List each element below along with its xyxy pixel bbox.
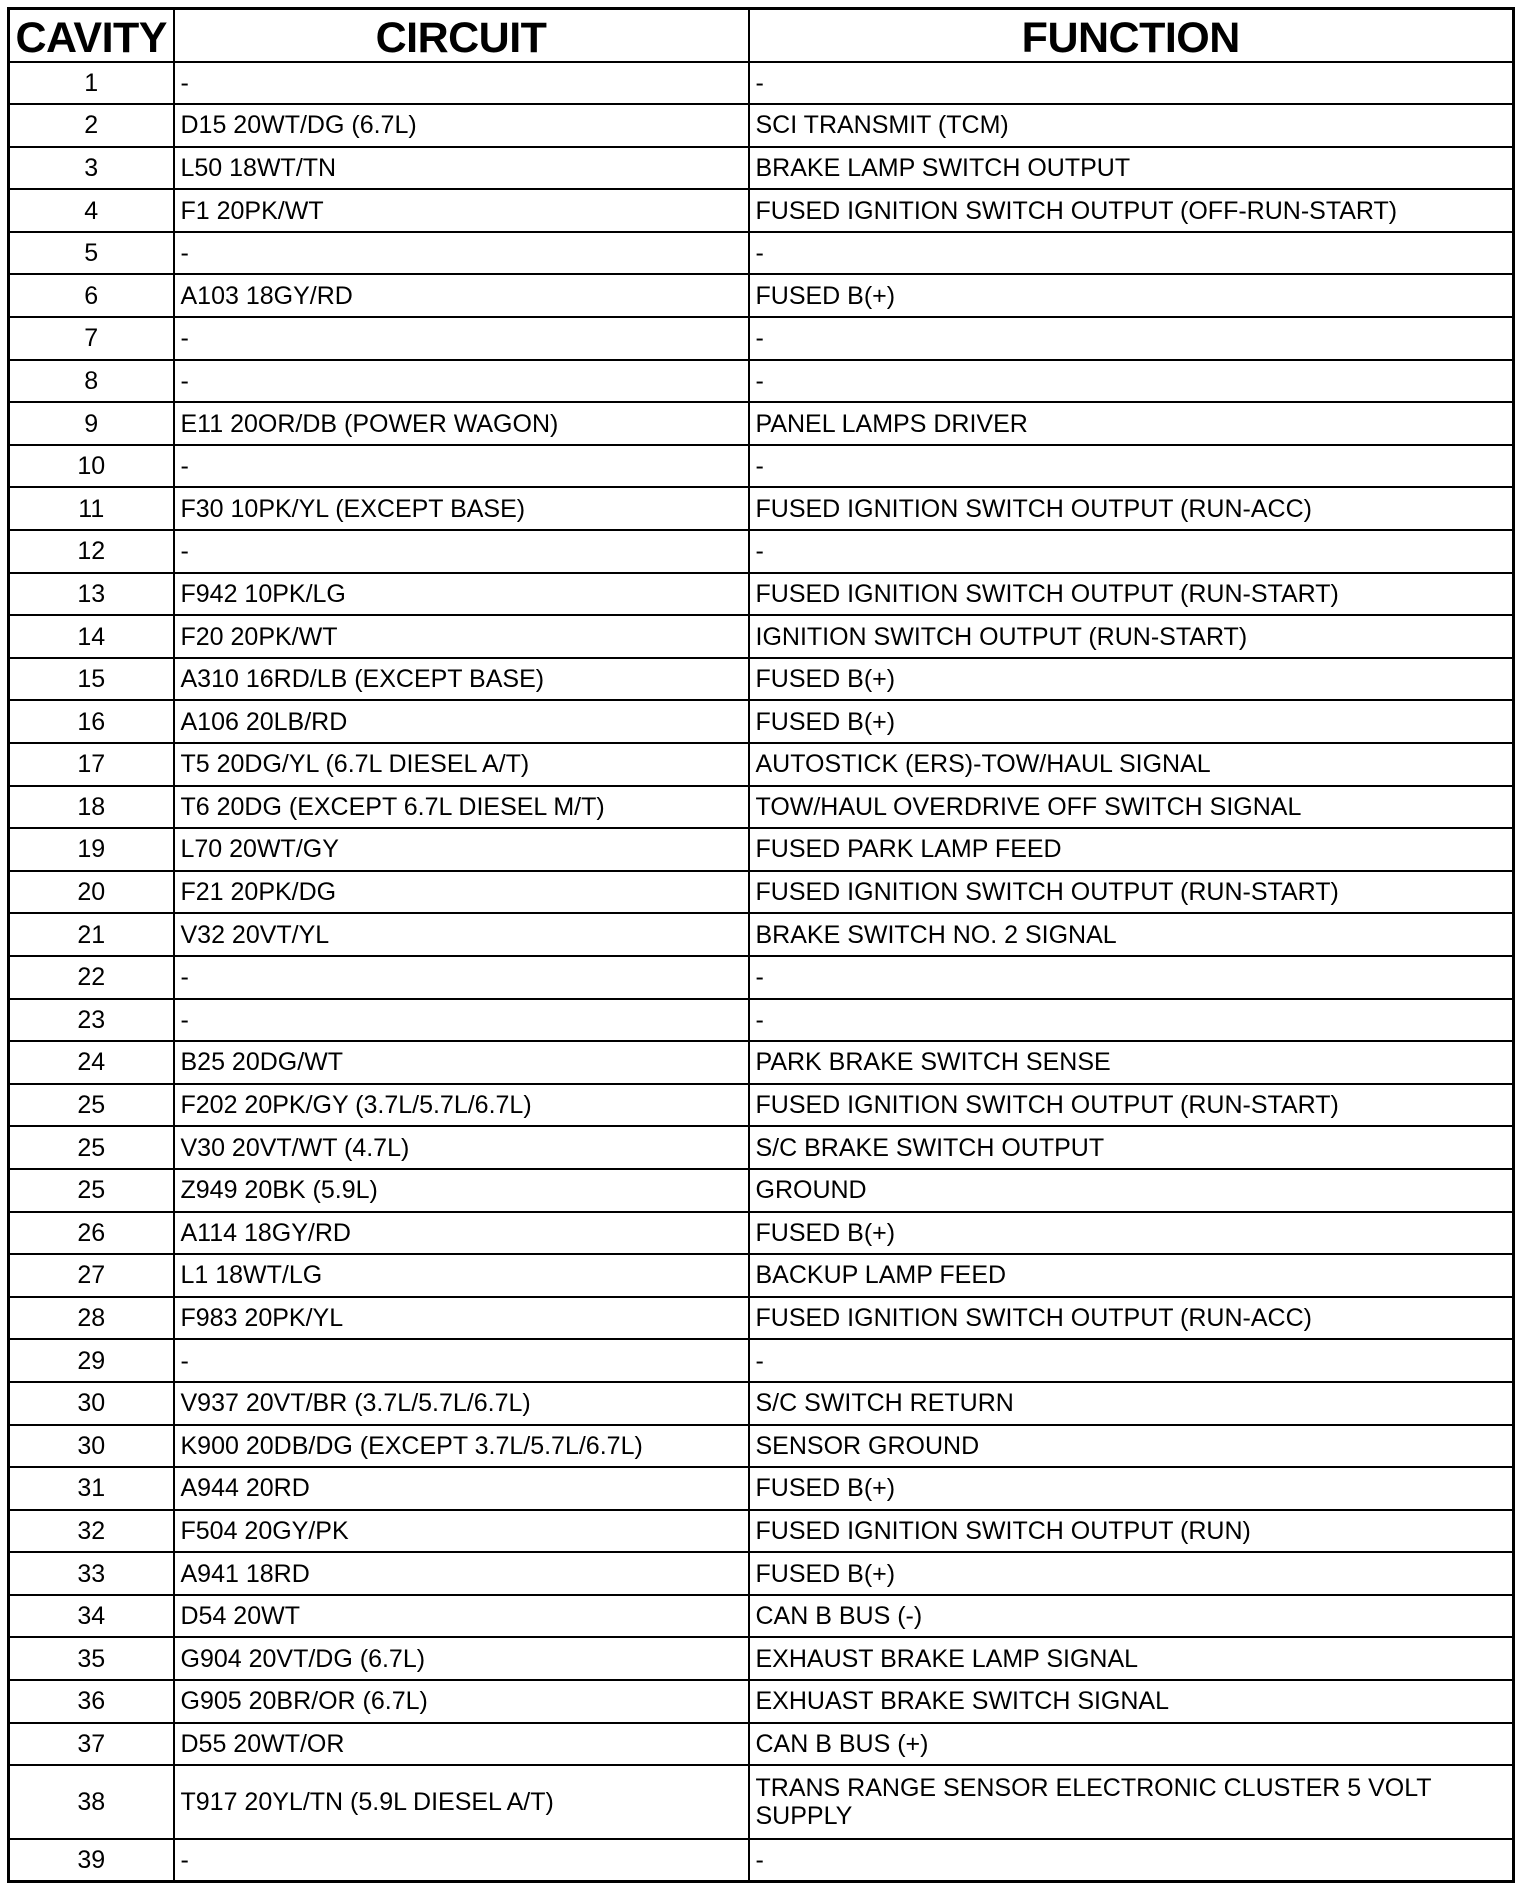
circuit-cell: A310 16RD/LB (EXCEPT BASE) [174, 658, 749, 701]
function-cell: EXHAUST BRAKE LAMP SIGNAL [749, 1637, 1514, 1680]
table-row [9, 317, 1514, 360]
table-row [9, 999, 1514, 1042]
cavity-cell: 18 [9, 786, 174, 829]
function-column-header: FUNCTION [749, 9, 1514, 62]
cavity-cell: 13 [9, 573, 174, 616]
function-cell: FUSED B(+) [749, 1212, 1514, 1255]
cavity-cell: 25 [9, 1169, 174, 1212]
table-row [9, 1254, 1514, 1297]
function-cell: FUSED B(+) [749, 658, 1514, 701]
function-cell: - [749, 360, 1514, 403]
table-row [9, 1510, 1514, 1553]
cavity-cell: 15 [9, 658, 174, 701]
cavity-cell: 38 [9, 1765, 174, 1839]
circuit-cell: - [174, 956, 749, 999]
function-cell: FUSED IGNITION SWITCH OUTPUT (RUN-ACC) [749, 487, 1514, 530]
circuit-cell: - [174, 530, 749, 573]
function-cell: TRANS RANGE SENSOR ELECTRONIC CLUSTER 5 VOLT SUPPLY [749, 1765, 1514, 1839]
circuit-cell: A114 18GY/RD [174, 1212, 749, 1255]
function-cell: BRAKE LAMP SWITCH OUTPUT [749, 147, 1514, 190]
table-row [9, 1680, 1514, 1723]
circuit-cell: A103 18GY/RD [174, 274, 749, 317]
cavity-cell: 17 [9, 743, 174, 786]
function-cell: GROUND [749, 1169, 1514, 1212]
circuit-cell: - [174, 999, 749, 1042]
function-cell: TOW/HAUL OVERDRIVE OFF SWITCH SIGNAL [749, 786, 1514, 829]
circuit-cell: T917 20YL/TN (5.9L DIESEL A/T) [174, 1765, 749, 1839]
table-row [9, 615, 1514, 658]
cavity-cell: 3 [9, 147, 174, 190]
cavity-cell: 23 [9, 999, 174, 1042]
function-cell: AUTOSTICK (ERS)-TOW/HAUL SIGNAL [749, 743, 1514, 786]
circuit-cell: Z949 20BK (5.9L) [174, 1169, 749, 1212]
circuit-cell: - [174, 1339, 749, 1382]
cavity-cell: 2 [9, 104, 174, 147]
circuit-cell: D15 20WT/DG (6.7L) [174, 104, 749, 147]
cavity-cell: 5 [9, 232, 174, 275]
table-row [9, 147, 1514, 190]
cavity-cell: 12 [9, 530, 174, 573]
circuit-cell: L50 18WT/TN [174, 147, 749, 190]
circuit-cell: E11 20OR/DB (POWER WAGON) [174, 402, 749, 445]
circuit-cell: T5 20DG/YL (6.7L DIESEL A/T) [174, 743, 749, 786]
cavity-cell: 11 [9, 487, 174, 530]
circuit-column-header: CIRCUIT [174, 9, 749, 62]
circuit-cell: F504 20GY/PK [174, 1510, 749, 1553]
circuit-cell: - [174, 445, 749, 488]
table-body [9, 62, 1514, 1882]
cavity-cell: 4 [9, 189, 174, 232]
table-row [9, 1467, 1514, 1510]
function-cell: FUSED IGNITION SWITCH OUTPUT (RUN-START) [749, 871, 1514, 914]
table-row [9, 1212, 1514, 1255]
cavity-cell: 9 [9, 402, 174, 445]
circuit-cell: A941 18RD [174, 1552, 749, 1595]
cavity-cell: 14 [9, 615, 174, 658]
cavity-cell: 25 [9, 1126, 174, 1169]
function-cell: PANEL LAMPS DRIVER [749, 402, 1514, 445]
circuit-cell: L70 20WT/GY [174, 828, 749, 871]
cavity-cell: 21 [9, 913, 174, 956]
function-cell: - [749, 1339, 1514, 1382]
table-row [9, 956, 1514, 999]
circuit-cell: - [174, 360, 749, 403]
table-row [9, 1126, 1514, 1169]
cavity-cell: 20 [9, 871, 174, 914]
table-row [9, 1552, 1514, 1595]
cavity-cell: 26 [9, 1212, 174, 1255]
cavity-cell: 33 [9, 1552, 174, 1595]
function-cell: - [749, 1839, 1514, 1882]
cavity-cell: 16 [9, 700, 174, 743]
function-cell: SENSOR GROUND [749, 1425, 1514, 1468]
table-row [9, 360, 1514, 403]
cavity-cell: 35 [9, 1637, 174, 1680]
cavity-cell: 6 [9, 274, 174, 317]
table-row [9, 573, 1514, 616]
table-row [9, 232, 1514, 275]
cavity-cell: 32 [9, 1510, 174, 1553]
table-row [9, 1765, 1514, 1839]
function-cell: PARK BRAKE SWITCH SENSE [749, 1041, 1514, 1084]
circuit-cell: F20 20PK/WT [174, 615, 749, 658]
circuit-cell: D54 20WT [174, 1595, 749, 1638]
function-cell: - [749, 999, 1514, 1042]
cavity-cell: 37 [9, 1723, 174, 1766]
table-row [9, 786, 1514, 829]
circuit-cell: B25 20DG/WT [174, 1041, 749, 1084]
table-row [9, 62, 1514, 105]
table-row [9, 1595, 1514, 1638]
function-cell: FUSED B(+) [749, 1467, 1514, 1510]
cavity-cell: 19 [9, 828, 174, 871]
table-row [9, 487, 1514, 530]
circuit-cell: V937 20VT/BR (3.7L/5.7L/6.7L) [174, 1382, 749, 1425]
function-cell: FUSED IGNITION SWITCH OUTPUT (RUN) [749, 1510, 1514, 1553]
circuit-cell: F30 10PK/YL (EXCEPT BASE) [174, 487, 749, 530]
function-cell: EXHUAST BRAKE SWITCH SIGNAL [749, 1680, 1514, 1723]
function-cell: - [749, 62, 1514, 105]
circuit-cell: G905 20BR/OR (6.7L) [174, 1680, 749, 1723]
function-cell: FUSED PARK LAMP FEED [749, 828, 1514, 871]
cavity-cell: 25 [9, 1084, 174, 1127]
pinout-table [7, 7, 1515, 1883]
circuit-cell: F942 10PK/LG [174, 573, 749, 616]
circuit-cell: F21 20PK/DG [174, 871, 749, 914]
cavity-cell: 39 [9, 1839, 174, 1882]
cavity-cell: 7 [9, 317, 174, 360]
table-row [9, 104, 1514, 147]
cavity-cell: 29 [9, 1339, 174, 1382]
table-row [9, 913, 1514, 956]
circuit-cell: T6 20DG (EXCEPT 6.7L DIESEL M/T) [174, 786, 749, 829]
function-cell: - [749, 956, 1514, 999]
circuit-cell: A944 20RD [174, 1467, 749, 1510]
table-row [9, 1169, 1514, 1212]
function-cell: IGNITION SWITCH OUTPUT (RUN-START) [749, 615, 1514, 658]
function-cell: FUSED IGNITION SWITCH OUTPUT (RUN-START) [749, 573, 1514, 616]
cavity-cell: 10 [9, 445, 174, 488]
function-cell: FUSED B(+) [749, 274, 1514, 317]
circuit-cell: - [174, 62, 749, 105]
table-row [9, 1723, 1514, 1766]
function-cell: FUSED B(+) [749, 700, 1514, 743]
cavity-cell: 27 [9, 1254, 174, 1297]
table-row [9, 1339, 1514, 1382]
function-cell: FUSED IGNITION SWITCH OUTPUT (RUN-ACC) [749, 1297, 1514, 1340]
function-cell: FUSED B(+) [749, 1552, 1514, 1595]
function-cell: FUSED IGNITION SWITCH OUTPUT (OFF-RUN-START) [749, 189, 1514, 232]
function-cell: FUSED IGNITION SWITCH OUTPUT (RUN-START) [749, 1084, 1514, 1127]
function-cell: BACKUP LAMP FEED [749, 1254, 1514, 1297]
function-cell: - [749, 317, 1514, 360]
cavity-cell: 22 [9, 956, 174, 999]
circuit-cell: F983 20PK/YL [174, 1297, 749, 1340]
table-row [9, 1839, 1514, 1882]
cavity-column-header: CAVITY [9, 9, 174, 62]
circuit-cell: V32 20VT/YL [174, 913, 749, 956]
function-cell: - [749, 530, 1514, 573]
table-row [9, 1297, 1514, 1340]
table-row [9, 445, 1514, 488]
header-row [9, 9, 1514, 62]
circuit-cell: F202 20PK/GY (3.7L/5.7L/6.7L) [174, 1084, 749, 1127]
function-cell: SCI TRANSMIT (TCM) [749, 104, 1514, 147]
circuit-cell: V30 20VT/WT (4.7L) [174, 1126, 749, 1169]
table-header [9, 9, 1514, 62]
circuit-cell: F1 20PK/WT [174, 189, 749, 232]
function-cell: S/C BRAKE SWITCH OUTPUT [749, 1126, 1514, 1169]
table-row [9, 189, 1514, 232]
cavity-cell: 8 [9, 360, 174, 403]
table-row [9, 743, 1514, 786]
circuit-cell: - [174, 232, 749, 275]
cavity-cell: 24 [9, 1041, 174, 1084]
table-row [9, 1084, 1514, 1127]
table-row [9, 700, 1514, 743]
function-cell: CAN B BUS (+) [749, 1723, 1514, 1766]
table-row [9, 1637, 1514, 1680]
cavity-cell: 30 [9, 1382, 174, 1425]
table-row [9, 871, 1514, 914]
table-row [9, 1041, 1514, 1084]
circuit-cell: L1 18WT/LG [174, 1254, 749, 1297]
table-row [9, 658, 1514, 701]
table-row [9, 1382, 1514, 1425]
cavity-cell: 36 [9, 1680, 174, 1723]
function-cell: CAN B BUS (-) [749, 1595, 1514, 1638]
table-row [9, 1425, 1514, 1468]
table-row [9, 828, 1514, 871]
circuit-cell: A106 20LB/RD [174, 700, 749, 743]
circuit-cell: D55 20WT/OR [174, 1723, 749, 1766]
function-cell: BRAKE SWITCH NO. 2 SIGNAL [749, 913, 1514, 956]
table-row [9, 402, 1514, 445]
function-cell: - [749, 445, 1514, 488]
cavity-cell: 31 [9, 1467, 174, 1510]
circuit-cell: - [174, 317, 749, 360]
table-row [9, 530, 1514, 573]
circuit-cell: K900 20DB/DG (EXCEPT 3.7L/5.7L/6.7L) [174, 1425, 749, 1468]
cavity-cell: 28 [9, 1297, 174, 1340]
table-row [9, 274, 1514, 317]
cavity-cell: 34 [9, 1595, 174, 1638]
function-cell: S/C SWITCH RETURN [749, 1382, 1514, 1425]
cavity-cell: 1 [9, 62, 174, 105]
cavity-cell: 30 [9, 1425, 174, 1468]
function-cell: - [749, 232, 1514, 275]
circuit-cell: - [174, 1839, 749, 1882]
circuit-cell: G904 20VT/DG (6.7L) [174, 1637, 749, 1680]
